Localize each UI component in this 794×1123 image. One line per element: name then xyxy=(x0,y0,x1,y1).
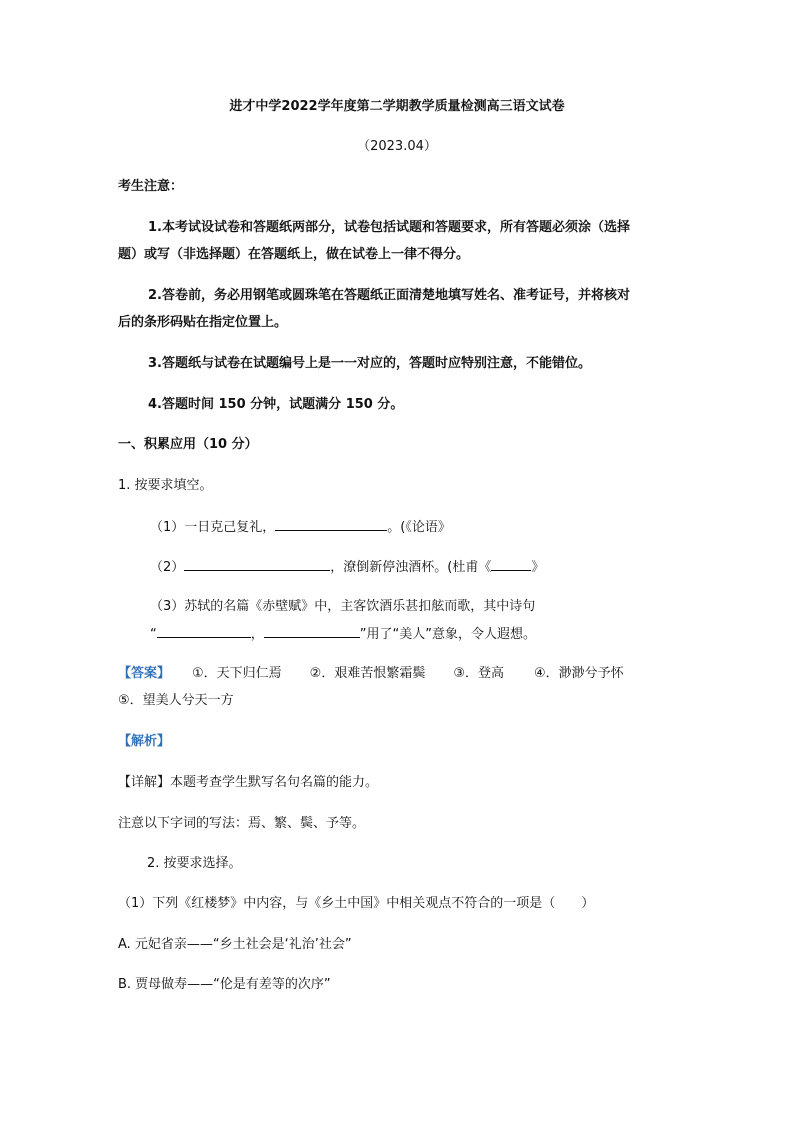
question-2-stem: 2. 按要求选择。 xyxy=(147,856,242,871)
notice-item-3: 3.答题纸与试卷在试题编号上是一一对应的，答题时应特别注意，不能错位。 xyxy=(148,356,591,371)
answer-5: ⑤．望美人兮天一方 xyxy=(118,693,234,708)
answer-2: ②．艰难苦恨繁霜鬓 xyxy=(309,666,426,681)
answer-4: ④．渺渺兮予怀 xyxy=(533,666,624,681)
question-2-sub-1: （1）下列《红楼梦》中内容，与《乡土中国》中相关观点不符合的一项是（ ） xyxy=(118,896,595,911)
analysis-note: 注意以下字词的写法：焉、繁、鬓、予等。 xyxy=(118,816,366,831)
question-1-sub-2 xyxy=(150,556,544,578)
exam-title: 进才中学2022学年度第二学期教学质量检测高三语文试卷 xyxy=(229,99,565,114)
answer-blank-4[interactable] xyxy=(157,623,251,638)
question-1-sub-2-close: 》 xyxy=(531,560,545,575)
question-1-sub-1 xyxy=(150,516,451,538)
exam-date: （2023.04） xyxy=(357,139,437,154)
notice-item-4: 4.答题时间 150 分钟，试题满分 150 分。 xyxy=(148,397,404,412)
analysis-detail: 【详解】本题考查学生默写名句名篇的能力。 xyxy=(118,775,379,790)
question-1-sub-3-line-2 xyxy=(150,623,536,645)
question-1-sub-2-number: （2） xyxy=(150,560,185,575)
notice-item-1-line-1: 1.本考试设试卷和答题纸两部分，试卷包括试题和答题要求，所有答题必须涂（选择 xyxy=(148,220,630,235)
question-1-sub-3-line-1: （3）苏轼的名篇《赤壁赋》中，主客饮酒乐甚扣舷而歌，其中诗句 xyxy=(150,599,536,614)
question-1-sub-1-source: 。(《论语》 xyxy=(387,520,451,535)
notice-item-1-line-2: 题）或写（非选择题）在答题纸上，做在试卷上一律不得分。 xyxy=(118,247,470,262)
option-a[interactable]: A. 元妃省亲——“乡土社会是‘礼治’社会” xyxy=(118,937,352,952)
answer-3: ③．登高 xyxy=(453,666,504,681)
answer-blank-2[interactable] xyxy=(184,556,330,571)
question-1-sub-1-text: （1）一日克己复礼， xyxy=(150,520,276,535)
answer-blank-5[interactable] xyxy=(264,623,360,638)
answer-blank-1[interactable] xyxy=(275,516,387,531)
quote-comma: ， xyxy=(250,627,264,642)
analysis-label: 【解析】 xyxy=(118,734,171,749)
notice-item-2-line-2: 后的条形码贴在指定位置上。 xyxy=(118,315,288,330)
notice-heading: 考生注意： xyxy=(118,179,184,194)
notice-item-2-line-1: 2.答卷前，务必用钢笔或圆珠笔在答题纸正面清楚地填写姓名、准考证号，并将核对 xyxy=(148,288,630,303)
question-1-stem: 1. 按要求填空。 xyxy=(118,478,213,493)
question-1-sub-2-text: ，潦倒新停浊酒杯。(杜甫《 xyxy=(330,560,492,575)
quote-close-text: ”用了“美人”意象，令人遐想。 xyxy=(359,627,536,642)
section-1-heading: 一、积累应用（10 分） xyxy=(118,437,258,452)
answer-label: 【答案】 xyxy=(118,666,171,681)
answer-blank-3[interactable] xyxy=(491,556,531,571)
quote-open: “ xyxy=(150,627,157,642)
option-b[interactable]: B. 贾母做寿——“伦是有差等的次序” xyxy=(118,977,331,992)
answer-row xyxy=(118,664,624,684)
answer-1: ①．天下归仁焉 xyxy=(192,666,282,681)
